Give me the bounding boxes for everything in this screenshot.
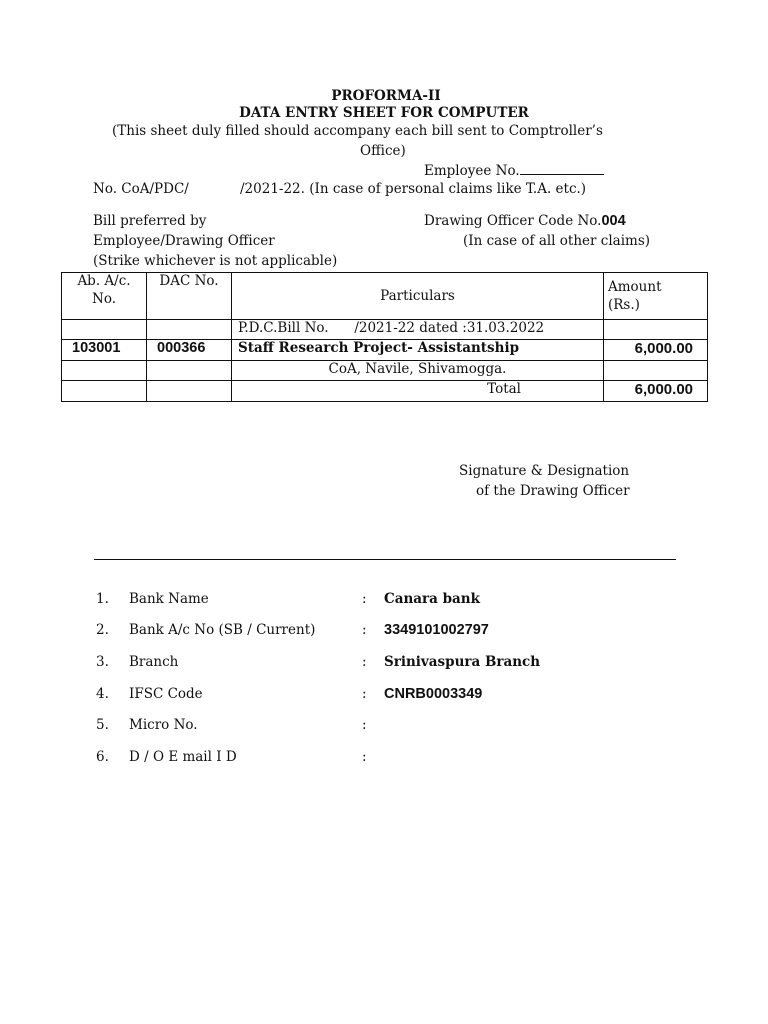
particular-cell: Staff Research Project- Assistantship: [232, 340, 604, 361]
drawing-officer-code-value: 004: [601, 213, 626, 229]
item-number: 2.: [96, 622, 109, 638]
col-amount-label-2: (Rs.): [608, 297, 640, 313]
col-particulars-header: [232, 273, 604, 320]
micro-no-label: Micro No.: [129, 717, 198, 733]
bank-name-label: Bank Name: [129, 591, 209, 607]
note-line-1: (This sheet duly filled should accompany each bill sent to Comptroller’s: [112, 123, 603, 139]
separator: :: [362, 591, 367, 607]
empty-cell: [62, 320, 147, 340]
employee-no-blank: [520, 162, 604, 175]
coa-no: No. CoA/PDC/: [93, 181, 189, 197]
other-claims-note: (In case of all other claims): [463, 233, 651, 249]
col-dac-header: [147, 273, 232, 320]
bank-detail-row: [96, 654, 656, 674]
bank-detail-row: [96, 749, 656, 769]
col-amount-header: [604, 273, 708, 320]
empty-cell: [604, 320, 708, 340]
col-ab-label-2: No.: [92, 291, 116, 307]
item-number: 3.: [96, 654, 109, 670]
item-number: 6.: [96, 749, 109, 765]
table-row: [62, 340, 708, 361]
separator: :: [362, 654, 367, 670]
col-particulars-label: Particulars: [380, 288, 455, 304]
dac-no-cell: 000366: [147, 340, 232, 361]
sheet-title: DATA ENTRY SHEET FOR COMPUTER: [239, 105, 529, 121]
col-dac-label: DAC No.: [159, 273, 219, 289]
empty-cell: [62, 361, 147, 381]
coa-year-note: /2021-22. (In case of personal claims like T.A. etc.): [240, 181, 587, 197]
bill-preferred-by: Bill preferred by: [93, 213, 207, 229]
table-row: [62, 320, 708, 340]
empty-cell: [147, 361, 232, 381]
empty-cell: [147, 320, 232, 340]
total-amount-cell: 6,000.00: [604, 381, 708, 402]
bank-detail-row: [96, 591, 656, 611]
location-cell: CoA, Navile, Shivamogga.: [232, 361, 604, 381]
separator: :: [362, 717, 367, 733]
branch-value: Srinivaspura Branch: [384, 654, 541, 670]
bank-detail-row: [96, 686, 656, 706]
table-header-row: [62, 273, 708, 320]
total-label-cell: Total: [232, 381, 604, 402]
separator: :: [362, 686, 367, 702]
item-number: 4.: [96, 686, 109, 702]
empty-cell: [147, 381, 232, 402]
note-line-2: Office): [360, 143, 406, 159]
table-row: [62, 361, 708, 381]
amount-cell: 6,000.00: [604, 340, 708, 361]
pdc-bill-cell: P.D.C.Bill No. /2021-22 dated :31.03.2022: [232, 320, 604, 340]
employee-drawing-officer: Employee/Drawing Officer: [93, 233, 275, 249]
drawing-officer-code-label: Drawing Officer Code No.: [424, 213, 602, 229]
empty-cell: [604, 361, 708, 381]
empty-cell: [62, 381, 147, 402]
ab-no-cell: 103001: [62, 340, 147, 361]
divider: [94, 559, 676, 560]
signature-line-1: Signature & Designation: [459, 463, 630, 479]
col-ab-header: [62, 273, 147, 320]
separator: :: [362, 622, 367, 638]
bank-detail-row: [96, 717, 656, 737]
total-row: [62, 381, 708, 402]
item-number: 1.: [96, 591, 109, 607]
email-label: D / O E mail I D: [129, 749, 237, 765]
account-no-label: Bank A/c No (SB / Current): [129, 622, 316, 638]
bill-table: [61, 272, 708, 402]
bank-detail-row: [96, 622, 656, 642]
col-amount-label-1: Amount: [608, 279, 662, 295]
drawing-officer-code: [424, 213, 626, 229]
item-number: 5.: [96, 717, 109, 733]
col-ab-label-1: Ab. A/c.: [77, 273, 131, 289]
employee-no-field: [424, 162, 604, 179]
ifsc-value: CNRB0003349: [384, 686, 483, 702]
signature-line-2: of the Drawing Officer: [476, 483, 630, 499]
account-no-value: 3349101002797: [384, 622, 489, 638]
separator: :: [362, 749, 367, 765]
strike-note: (Strike whichever is not applicable): [93, 253, 338, 269]
proforma-heading: [0, 88, 768, 104]
branch-label: Branch: [129, 654, 179, 670]
employee-no-label: Employee No.: [424, 163, 520, 179]
ifsc-label: IFSC Code: [129, 686, 203, 702]
bank-name-value: Canara bank: [384, 591, 480, 607]
page-title: [0, 105, 768, 121]
proforma-label: PROFORMA-II: [331, 88, 441, 104]
